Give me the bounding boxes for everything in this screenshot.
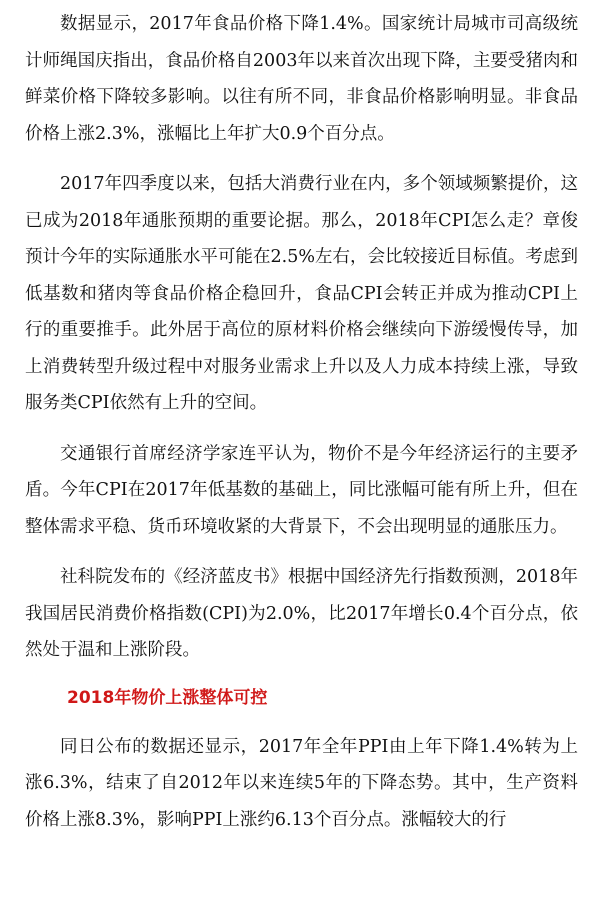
paragraph-blue-book: 社科院发布的《经济蓝皮书》根据中国经济先行指数预测，2018年我国居民消费价格指数(CPI)为2.0%，比2017年增长0.4个百分点，依然处于温和上涨阶段。 (25, 567, 578, 660)
paragraph-ppi: 同日公布的数据还显示，2017年全年PPI由上年下降1.4%转为上涨6.3%，结束了自2012年以来连续5年的下降态势。其中，生产资料价格上涨8.3%，影响PPI上涨约6.13个百分点。涨幅较大的行 (25, 736, 578, 830)
paragraph-food-price: 数据显示，2017年食品价格下降1.4%。国家统计局城市司高级统计师绳国庆指出，食品价格自2003年以来首次出现下降，主要受猪肉和鲜菜价格下降较多影响。以往有所不同，非食品价格影响明显。非食品价格上涨2.3%，涨幅比上年扩大0.9个百分点。 (25, 14, 578, 144)
paragraph-cpi-outlook: 2017年四季度以来，包括大消费行业在内，多个领域频繁提价，这已成为2018年通胀预期的重要论据。那么，2018年CPI怎么走？章俊预计今年的实际通胀水平可能在2.5%左右，会比较接近目标值。考虑到低基数和猪肉等食品价格企稳回升，食品CPI会转正并成为推动CPI上行的重要推手。此外居于高位的原材料价格会继续向下游缓慢传导，加上消费转型升级过程中对服务业需求上升以及人力成本持续上涨，导致服务类CPI依然有上升的空间。 (25, 174, 578, 413)
section-heading: 2018年物价上涨整体可控 (67, 687, 268, 708)
paragraph-economist-view: 交通银行首席经济学家连平认为，物价不是今年经济运行的主要矛盾。今年CPI在2017年低基数的基础上，同比涨幅可能有所上升，但在整体需求平稳、货币环境收紧的大背景下，不会出现明显的通胀压力。 (25, 443, 578, 537)
